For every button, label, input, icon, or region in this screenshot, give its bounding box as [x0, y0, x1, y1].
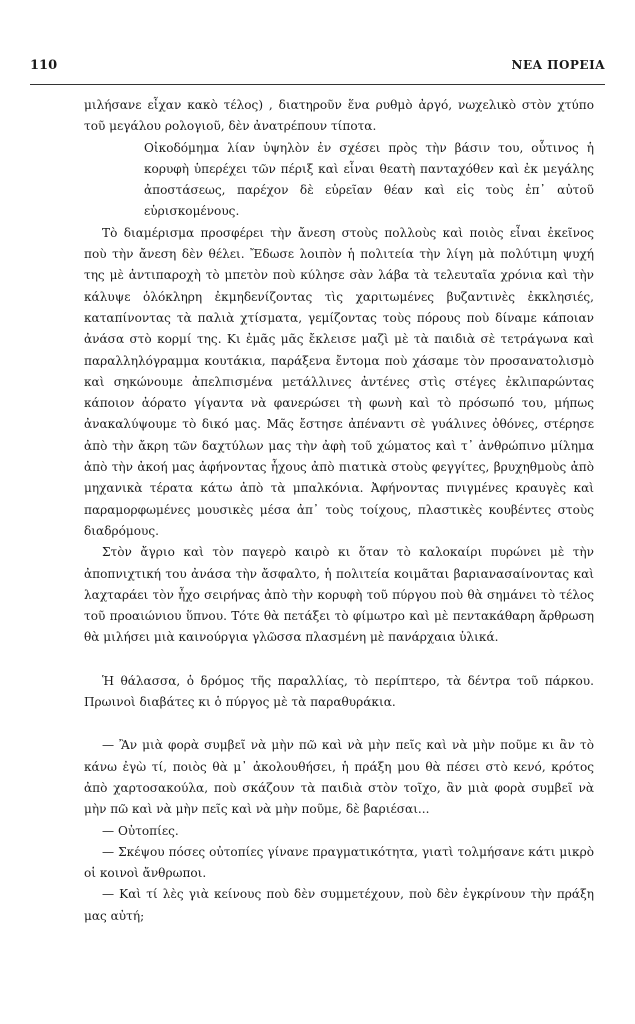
dialogue-line: — Καὶ τί λὲς γιὰ κείνους ποὺ δὲν συμμετέχουν, ποὺ δὲν ἐγκρίνουν τὴν πράξη μας αὐτή; [84, 887, 594, 923]
paragraph-scene: Ἡ θάλασσα, ὁ δρόμος τῆς παραλλίας, τὸ περίπτερο, τὰ δέντρα τοῦ πάρκου. Πρωινοὶ διαβάτες κι ὁ πύργος μὲ τὰ παραθυράκια. [84, 673, 594, 710]
running-title: ΝΕΑ ΠΟΡΕΙΑ [511, 58, 605, 72]
header-rule [30, 84, 605, 85]
body-text [84, 95, 594, 927]
paragraph-continuation: μιλήσανε εἶχαν κακὸ τέλος) , διατηροῦν ἕνα ρυθμὸ ἀργό, νωχελικὸ στὸν χτύπο τοῦ μεγάλου ρολογιοῦ, δὲν ἀνατρέπουν τίποτα. [84, 98, 594, 134]
page-number: 110 [30, 58, 58, 73]
paragraph: Τὸ διαμέρισμα προσφέρει τὴν ἄνεση στοὺς πολλοὺς καὶ ποιὸς εἶναι ἐκεῖνος ποὺ τὴν ἄνεση δὲν θέλει. Ἔδωσε λοιπὸν ἡ πολιτεία τὴν λίγη μὰ πολύτιμη ψυχή της μὲ ἀντιπαροχὴ τὸ μπετὸν ποὺ κύλησε σὰν λάβα τὰ τελευταῖα χρόνια καὶ τὴν κάλυψε ὁλόκληρη ἐκμηδενίζοντας τὶς χαριτωμένες βυζαντινὲς ἐκκλησιές, καταπίνοντας τὰ παλιὰ χτίσματα, γεμίζοντας τοὺς πόρους ποὺ δίναμε κάποιαν ἀνάσα στὸ κορμί της. Κι ἐμᾶς μᾶς ἔκλεισε μαζὶ μὲ τὰ παιδιὰ σὲ τετράγωνα καὶ παραλληλόγραμμα κουτάκια, παράξενα ἔντομα ποὺ χάσαμε τὸν προσανατολισμὸ καὶ σηκώνουμε ἀπελπισμένα μετάλλινες ἀντένες στὶς στέγες ἐκλιπαρώντας κάποιον ἀόρατο γίγαντα νὰ φανερώσει τὴ φωνὴ καὶ τὸ πρόσωπό του, μήπως ἀνακαλύψουμε τὸ δικό μας. Μᾶς ἔστησε ἀπέναντι σὲ γυάλινες ὀθόνες, στέρησε ἀπὸ τὴν ἄκρη τῶν δαχτύλων μας τὴν ἀφὴ τοῦ χώματος καὶ τ᾽ ἀνθρώπινο μίλημα ἀπὸ τὴν ἀκοή μας ἀφήνοντας ἦχους ἀπὸ πιατικὰ στοὺς φεγγίτες, βρυχηθμοὺς ἀπὸ μηχανικὰ τέρατα κάτω ἀπὸ τὰ μπαλκόνια. Ἀφήνοντας πνιγμένες κραυγὲς καὶ παραμορφωμένες μουσικὲς μέσα ἀπ᾽ τοὺς τοίχους, πλαστικὲς κουβέντες στοὺς διαδρόμους. [84, 225, 594, 538]
page-header [30, 58, 605, 78]
paragraph: Στὸν ἄγριο καὶ τὸν παγερὸ καιρὸ κι ὅταν τὸ καλοκαίρι πυρώνει μὲ τὴν ἀποπνιχτική του ἀνάσα τὴν ἄσφαλτο, ἡ πολιτεία κοιμᾶται βαριανασαίνοντας καὶ λαχταράει τὸν ἦχο σειρήνας ἀπὸ τὴν κορυφὴ τοῦ πύργου ποὺ θὰ σημάνει τὸ τέλος τοῦ προαιώνιου ὕπνου. Τότε θὰ πετάξει τὸ φίμωτρο καὶ μὲ πεντακάθαρη ἄρθρωση θὰ μιλήσει μιὰ καινούργια γλῶσσα πλασμένη μὲ πανάρχαια ὑλικά. [84, 545, 594, 645]
block-quote: Οἰκοδόμημα λίαν ὑψηλὸν ἐν σχέσει πρὸς τὴν βάσιν του, οὗτινος ἡ κορυφὴ ὑπερέχει τῶν πέριξ καὶ εἶναι θεατὴ πανταχόθεν καὶ ἐκ μεγάλης ἀποστάσεως, παρέχον δὲ εὐρεῖαν θέαν καὶ εἰς τοὺς ἐπ᾽ αὐτοῦ εὑρισκομένους. [144, 140, 594, 219]
dialogue-line: — Οὐτοπίες. [102, 823, 179, 838]
dialogue-line: — Σκέψου πόσες οὐτοπίες γίνανε πραγματικότητα, γιατὶ τολμήσανε κάτι μικρὸ οἱ κοινοὶ ἄνθρωποι. [84, 844, 594, 881]
dialogue-line: — Ἂν μιὰ φορὰ συμβεῖ νὰ μὴν πῶ καὶ νὰ μὴν πεῖς καὶ νὰ μὴν ποῦμε κι ἂν τὸ κάνω ἐγὼ τί, ποιὸς θὰ μ᾽ ἀκολουθήσει, ἡ πράξη μου θὰ πέσει στὸ κενό, κρότος ἀπὸ χαρτοσακούλα, ποὺ σκάζουν τὰ παιδιὰ στὸν τοῖχο, ἂν μιὰ φορὰ συμβεῖ νὰ μὴν πῶ καὶ νὰ μὴν πεῖς καὶ νὰ μὴν ποῦμε, δὲ βαριέσαι... [84, 738, 594, 817]
